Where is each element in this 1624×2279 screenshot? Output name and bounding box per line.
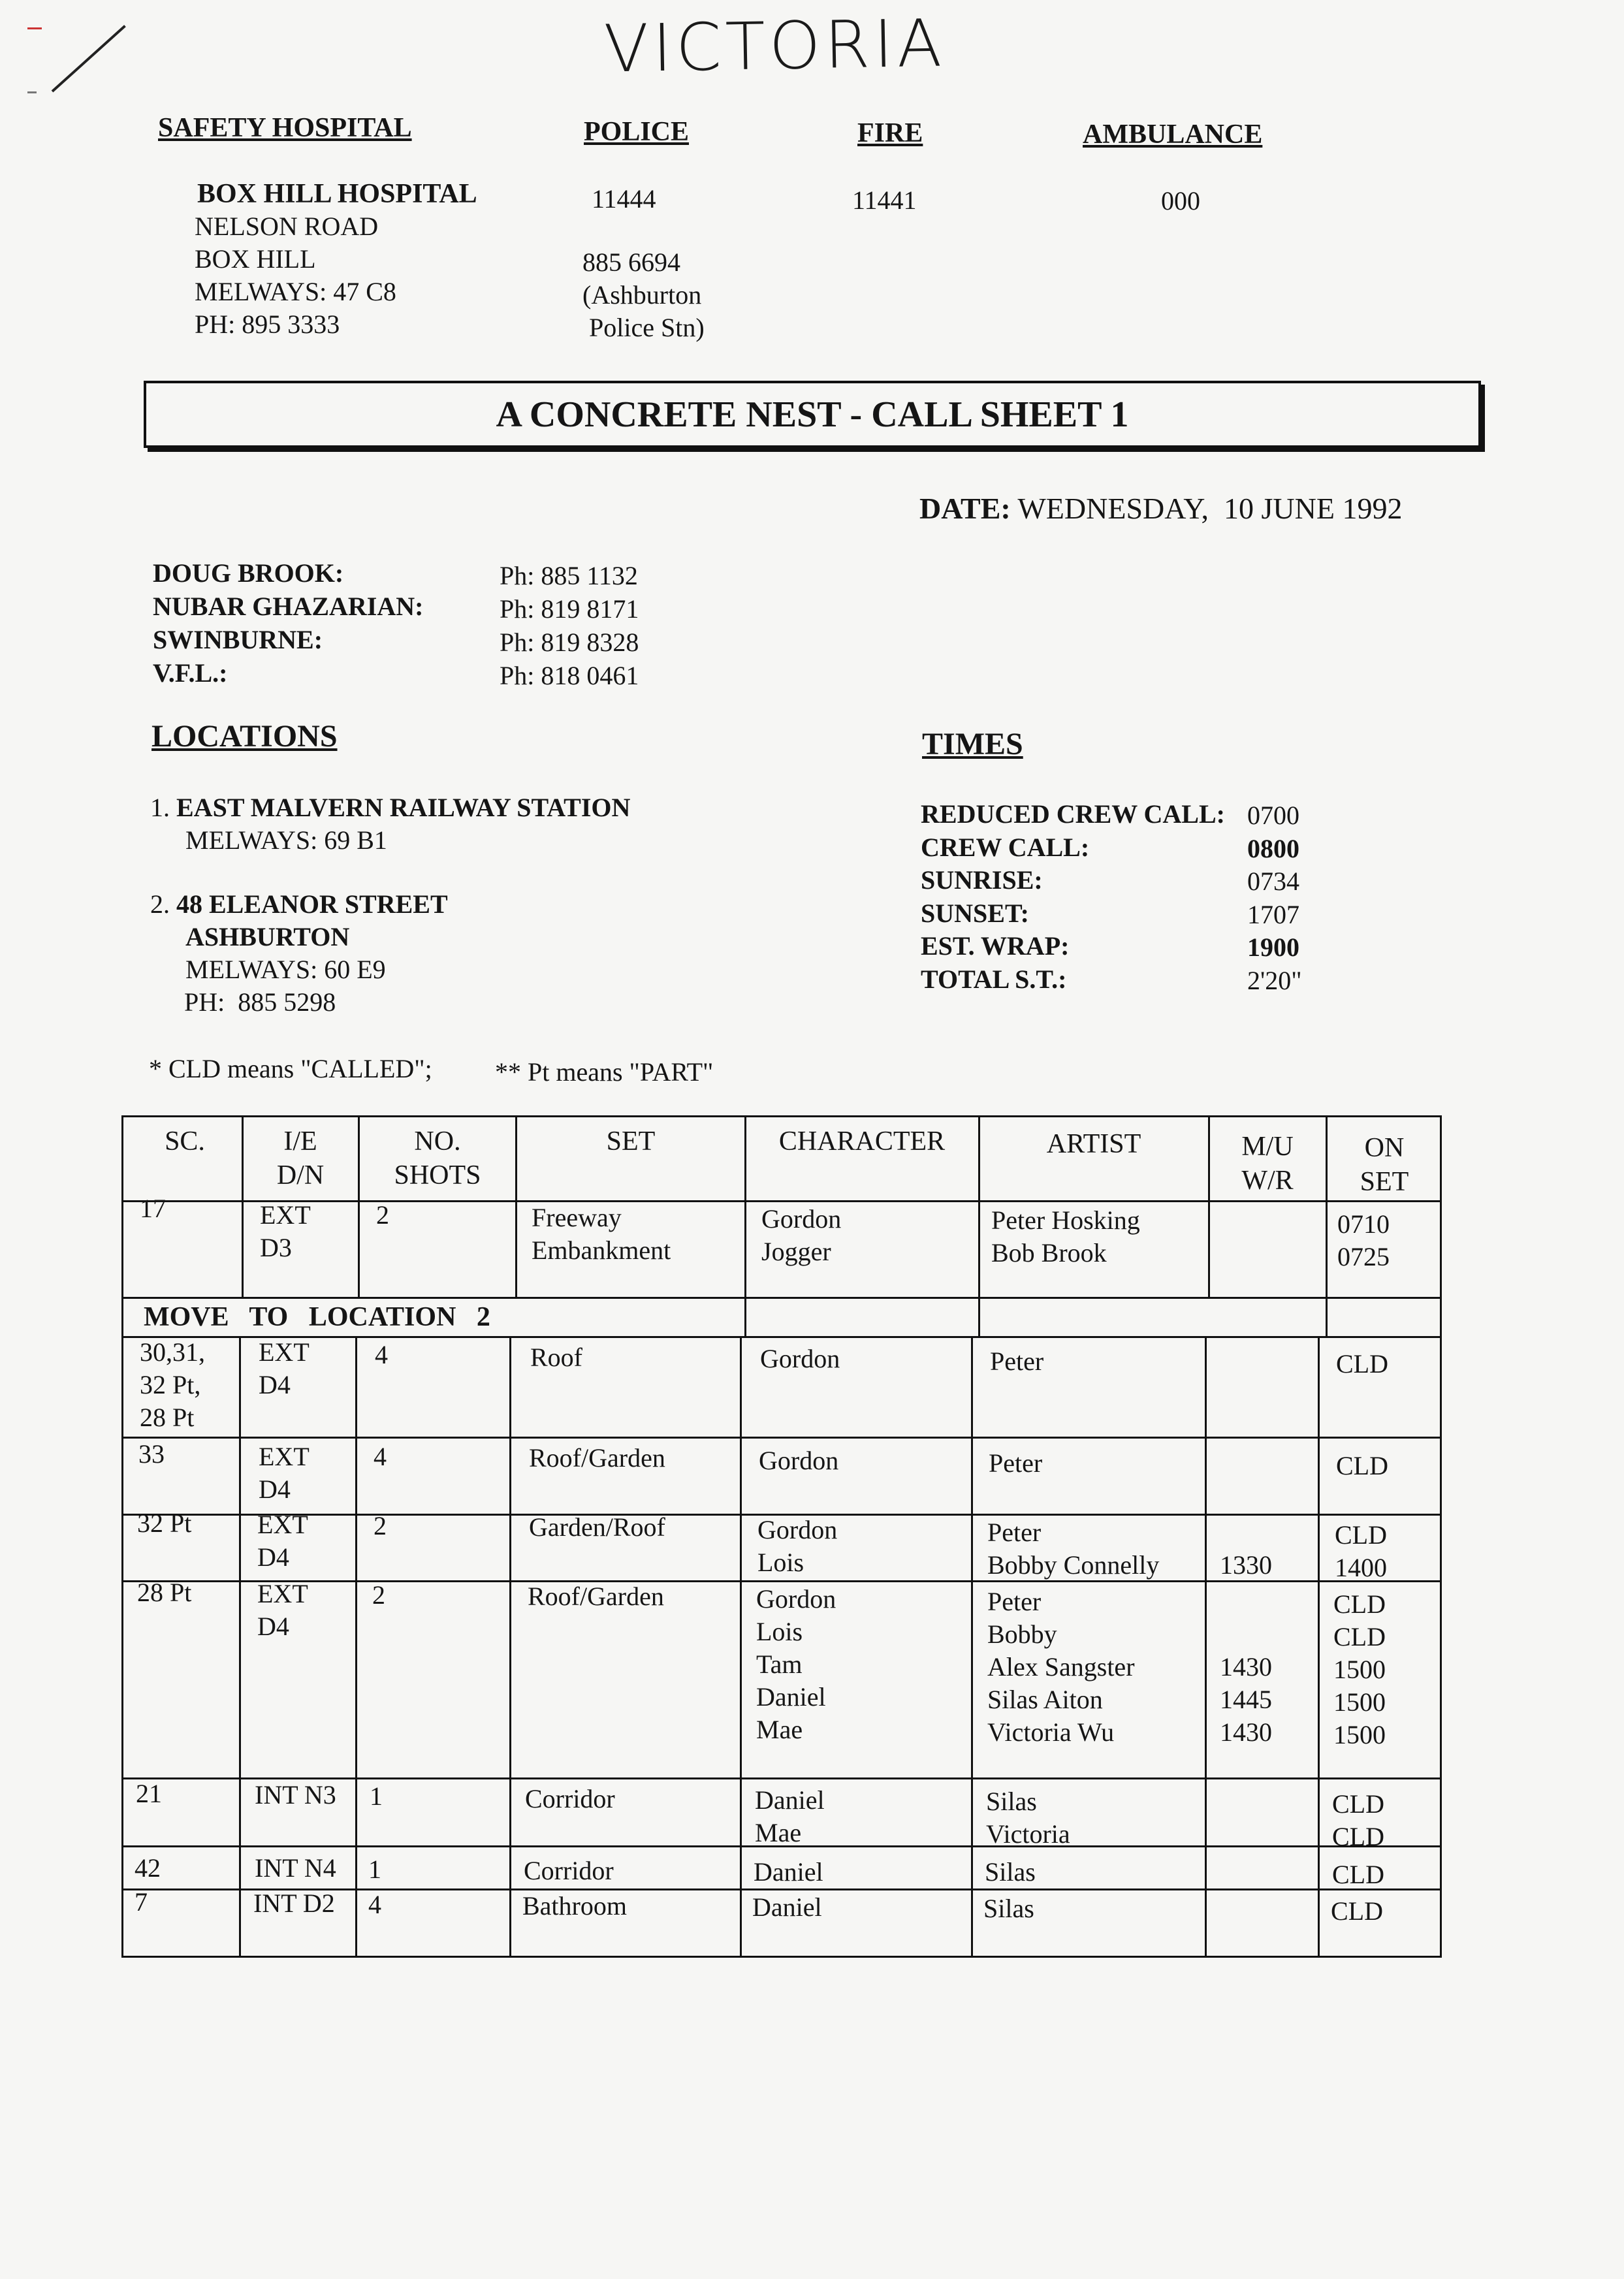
times-labels <box>921 798 1225 996</box>
times-heading: TIMES <box>922 727 1023 761</box>
table-row-set: Corridor <box>524 1856 614 1885</box>
table-row-ie: INT N4 <box>255 1853 336 1883</box>
table-row-character: Daniel <box>752 1892 822 1922</box>
location-2: 2. 48 ELEANOR STREET ASHBURTON MELWAYS: 60 E9 PH: 885 5298 <box>150 889 448 1017</box>
table-row-set: Roof <box>530 1343 582 1372</box>
date-label: DATE: <box>919 492 1011 525</box>
table-row-shots: 4 <box>368 1890 381 1919</box>
table-row-ie: INT N3 <box>255 1780 336 1809</box>
call-sheet-title: A CONCRETE NEST - CALL SHEET 1 <box>496 394 1129 435</box>
col-header-artist: ARTIST <box>1046 1129 1141 1159</box>
table-row-shots: 1 <box>368 1855 381 1884</box>
ambulance-number: 000 <box>1161 186 1200 215</box>
date-value: WEDNESDAY, 10 JUNE 1992 <box>1017 492 1403 525</box>
time-value: 0800 <box>1247 833 1299 863</box>
table-row-onset: CLD 1400 <box>1335 1520 1387 1582</box>
table-row-sc: 30,31, 32 Pt, 28 Pt <box>140 1337 205 1432</box>
table-row-sc: 7 <box>135 1887 148 1917</box>
col-header-sc: SC. <box>165 1126 205 1156</box>
contact-name: DOUG BROOK: <box>153 558 344 588</box>
table-row-character: Gordon <box>759 1446 839 1475</box>
table-row-artist: Peter <box>989 1448 1043 1478</box>
table-row-sc: 21 <box>136 1779 162 1808</box>
time-value: 1707 <box>1247 899 1299 929</box>
col-header-mu-wr: M/U W/R <box>1241 1132 1294 1196</box>
contacts-names <box>153 556 423 690</box>
move-to-location-row: MOVE TO LOCATION 2 <box>144 1302 490 1332</box>
table-row-mu: 1330 <box>1220 1550 1272 1580</box>
table-row-artist: Silas Victoria <box>986 1787 1070 1849</box>
table-row-onset: CLD <box>1332 1860 1384 1889</box>
table-row-onset: 0710 0725 <box>1337 1209 1390 1271</box>
time-label: CREW CALL: <box>921 832 1090 862</box>
time-value: 0700 <box>1247 801 1299 830</box>
table-row-character: Daniel <box>754 1857 823 1887</box>
time-label: EST. WRAP: <box>921 931 1070 961</box>
note-pt: ** Pt means "PART" <box>495 1057 714 1087</box>
table-row-artist: Silas <box>983 1894 1034 1923</box>
table-row-character: Daniel Mae <box>755 1785 825 1847</box>
police-station: 885 6694 (Ashburton Police Stn) <box>582 247 705 342</box>
contact-name: V.F.L.: <box>153 658 228 688</box>
table-row-set: Roof/Garden <box>529 1443 665 1473</box>
table-row-onset: CLD <box>1336 1349 1388 1379</box>
table-row-onset: CLD <box>1331 1896 1383 1926</box>
police-heading: POLICE <box>584 117 690 147</box>
table-row-ie: EXT D4 <box>259 1442 310 1504</box>
contacts-phones <box>500 559 639 692</box>
table-row-onset: CLD CLD 1500 1500 1500 <box>1333 1589 1386 1749</box>
col-header-character: CHARACTER <box>778 1126 946 1156</box>
table-row-shots: 4 <box>374 1442 387 1471</box>
table-row-character: Gordon Jogger <box>761 1204 842 1266</box>
table-row-artist: Silas <box>985 1857 1036 1887</box>
table-row-shots: 4 <box>375 1340 388 1369</box>
pen-stroke-mark <box>52 25 126 92</box>
hospital-address: NELSON ROAD BOX HILL MELWAYS: 47 C8 PH: 895 3333 <box>195 212 396 339</box>
table-row-character: Gordon Lois Tam Daniel Mae <box>756 1584 836 1744</box>
table-row-ie: EXT D4 <box>257 1579 308 1641</box>
table-row-ie: EXT D3 <box>260 1200 311 1262</box>
note-cld: * CLD means "CALLED"; <box>149 1054 432 1083</box>
table-row-character: Gordon <box>760 1344 840 1373</box>
locations-heading: LOCATIONS <box>151 719 338 754</box>
contact-name: SWINBURNE: <box>153 625 323 654</box>
table-row-mu: 1430 1445 1430 <box>1220 1652 1272 1747</box>
hospital-heading: SAFETY HOSPITAL <box>158 113 412 143</box>
call-sheet-title-box <box>144 381 1481 448</box>
table-row-ie: EXT D4 <box>259 1337 310 1399</box>
time-value: 0734 <box>1247 867 1299 896</box>
col-header-set: SET <box>606 1126 656 1156</box>
table-row-shots: 2 <box>376 1200 389 1230</box>
table-row-sc: 28 Pt <box>137 1578 192 1607</box>
table-row-set: Bathroom <box>522 1891 627 1920</box>
contact-phone: Ph: 818 0461 <box>500 661 639 690</box>
table-row-sc: 33 <box>138 1439 165 1469</box>
pen-tick-mark <box>27 27 42 29</box>
time-label: TOTAL S.T.: <box>921 964 1067 994</box>
col-header-on-set: ON SET <box>1360 1133 1409 1197</box>
table-row-character: Gordon Lois <box>757 1515 838 1577</box>
table-row-ie: EXT D4 <box>257 1510 308 1572</box>
table-row-set: Corridor <box>525 1784 615 1813</box>
hospital-name: BOX HILL HOSPITAL <box>197 179 477 209</box>
contact-phone: Ph: 819 8328 <box>500 628 639 657</box>
time-value: 2'20" <box>1247 965 1302 995</box>
contact-phone: Ph: 885 1132 <box>500 561 638 590</box>
table-row-set: Garden/Roof <box>529 1512 665 1542</box>
pen-dot-mark <box>27 91 37 93</box>
handwritten-name: VICTORIA <box>603 5 946 88</box>
table-row-artist: Peter Hosking Bob Brook <box>991 1205 1140 1267</box>
time-value: 1900 <box>1247 932 1299 962</box>
police-number: 11444 <box>592 184 656 214</box>
table-row-onset: CLD <box>1336 1451 1388 1480</box>
time-label: SUNRISE: <box>921 865 1043 895</box>
time-label: REDUCED CREW CALL: <box>921 799 1225 829</box>
table-row-set: Roof/Garden <box>528 1582 664 1611</box>
table-row-sc: 42 <box>135 1853 161 1883</box>
contact-phone: Ph: 819 8171 <box>500 594 639 624</box>
col-header-ie: I/E D/N <box>276 1126 325 1190</box>
fire-number: 11441 <box>852 185 917 215</box>
table-row-set: Freeway Embankment <box>532 1203 671 1265</box>
times-values <box>1247 799 1302 997</box>
date-line <box>919 491 1402 526</box>
location-1: 1. EAST MALVERN RAILWAY STATION MELWAYS: 69 B1 <box>150 793 631 855</box>
contact-name: NUBAR GHAZARIAN: <box>153 592 424 621</box>
table-row-sc: 32 Pt <box>137 1508 192 1538</box>
time-label: SUNSET: <box>921 898 1029 928</box>
table-row-sc: 17 <box>140 1194 166 1223</box>
col-header-shots: NO. SHOTS <box>394 1126 481 1190</box>
table-row-artist: Peter Bobby Alex Sangster Silas Aiton Victoria Wu <box>987 1587 1135 1747</box>
table-row-shots: 1 <box>370 1781 383 1811</box>
table-row-onset: CLD CLD <box>1332 1789 1384 1851</box>
table-row-shots: 2 <box>372 1580 385 1610</box>
table-row-artist: Peter <box>990 1347 1044 1376</box>
table-row-shots: 2 <box>374 1511 387 1540</box>
ambulance-heading: AMBULANCE <box>1083 120 1263 150</box>
table-row-ie: INT D2 <box>253 1889 335 1918</box>
table-row-artist: Peter Bobby Connelly <box>987 1518 1160 1580</box>
fire-heading: FIRE <box>857 118 923 148</box>
